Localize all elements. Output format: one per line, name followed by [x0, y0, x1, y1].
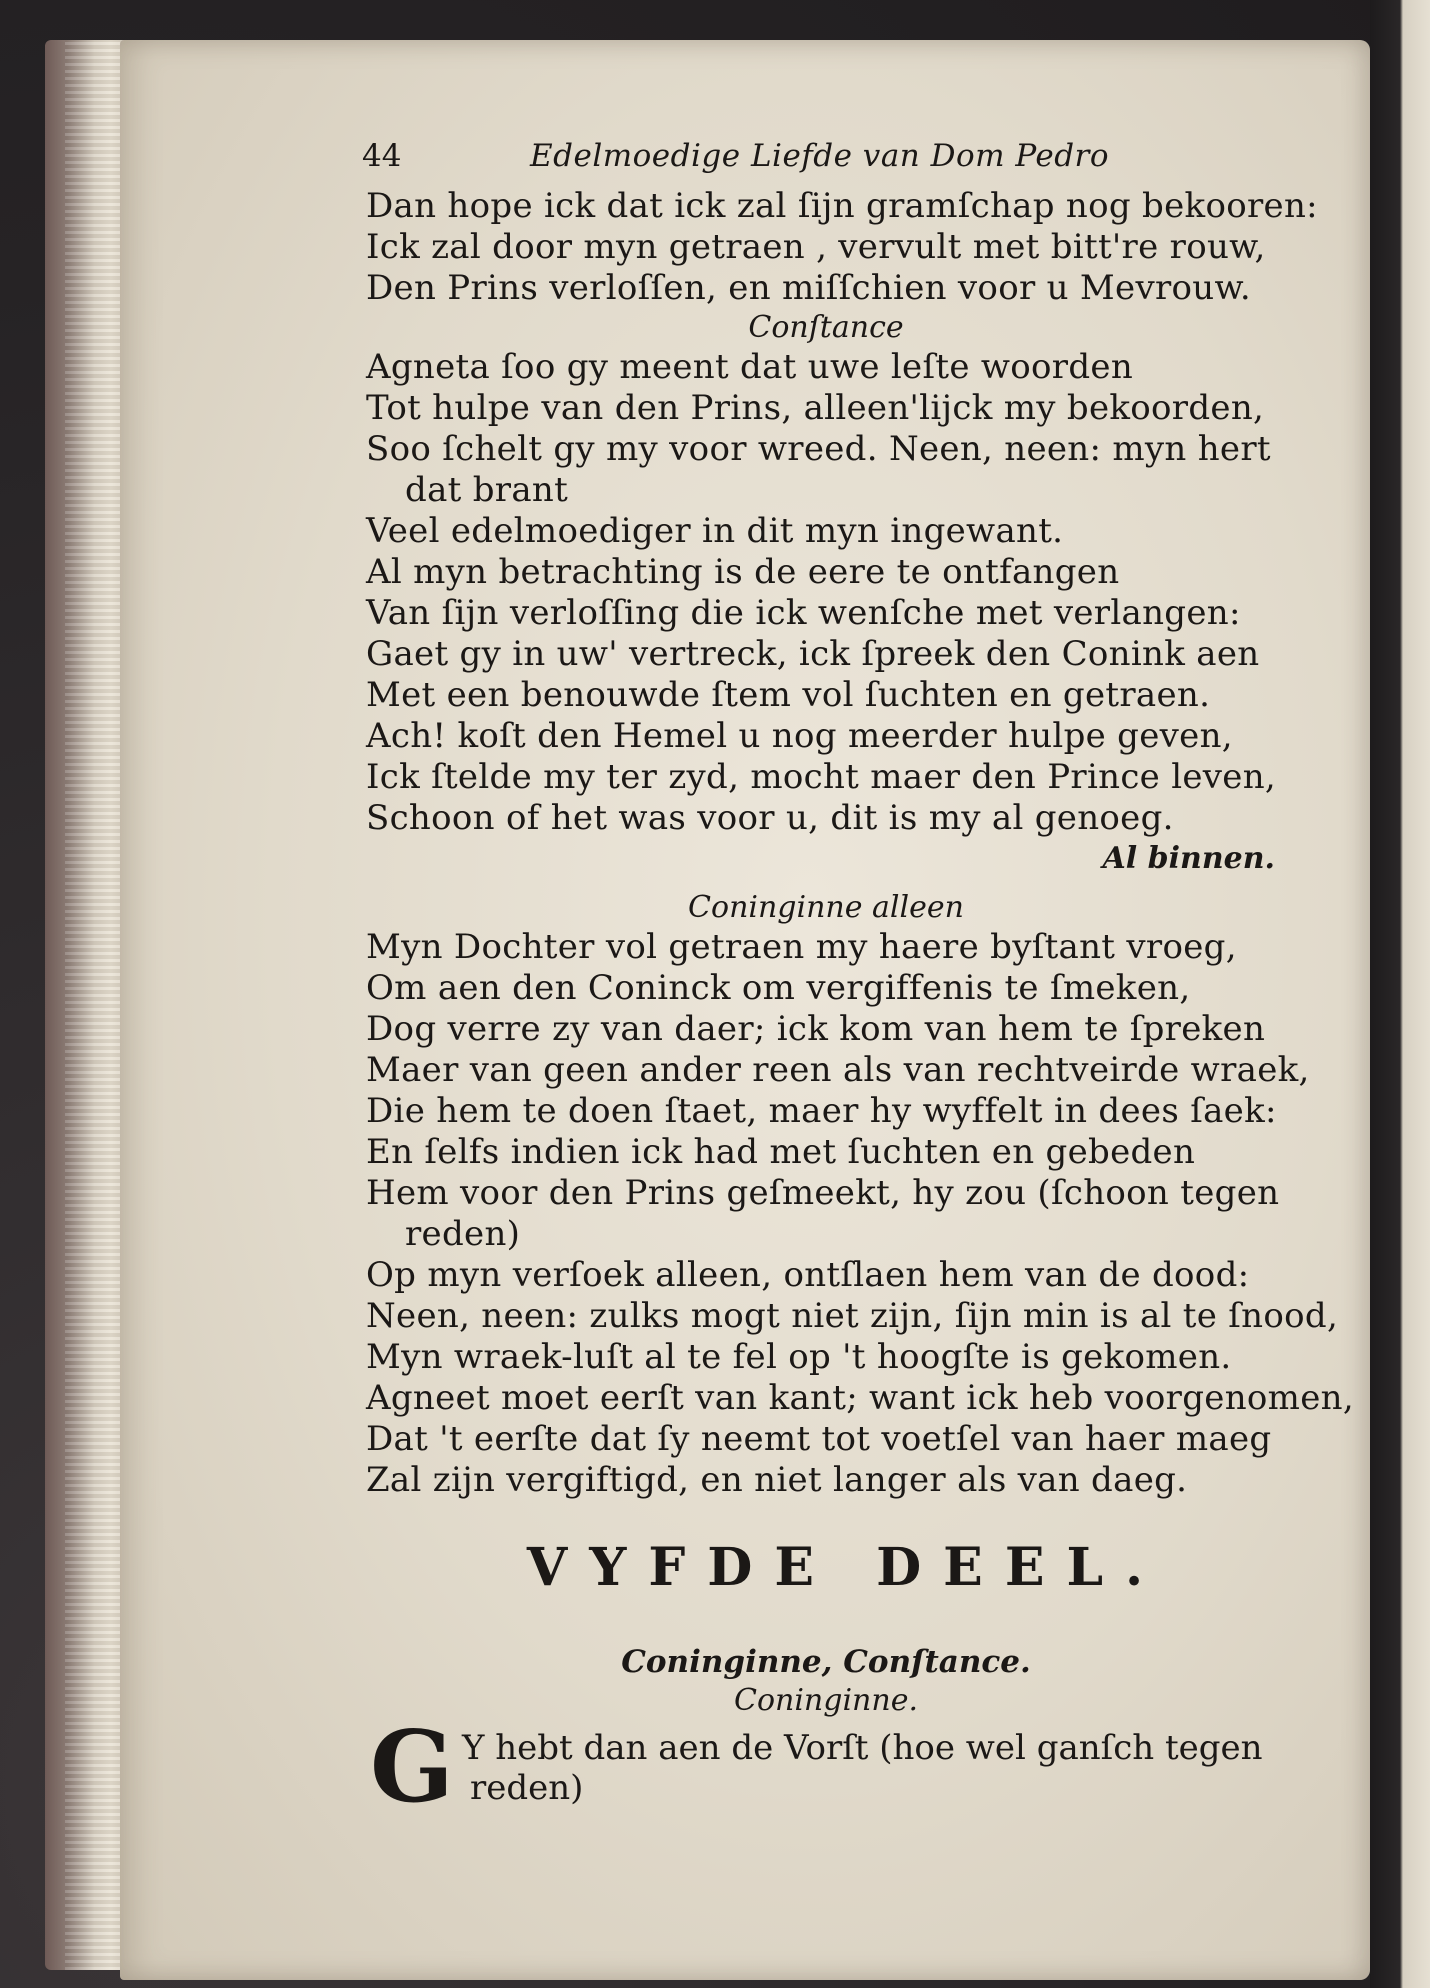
verse-line: Om aen den Coninck om vergiffenis te ſmeken, — [366, 968, 1191, 1008]
verse-line: Agneet moet eerſt van kant; want ick heb voorgenomen, — [366, 1378, 1354, 1418]
verse-line: Schoon of het was voor u, dit is my al genoeg. — [366, 798, 1174, 838]
verse-line: Op myn verſoek alleen, ontſlaen hem van de dood: — [366, 1255, 1250, 1295]
verse-line: Myn wraek-luſt al te fel op 't hoogſte is gekomen. — [366, 1337, 1232, 1377]
running-header — [230, 138, 1230, 186]
opening-verse — [230, 1710, 1263, 1825]
verse-line: Dan hope ick dat ick zal ſijn gramſchap nog bekooren: — [366, 186, 1318, 226]
verse-line-continuation: reden) — [470, 1768, 584, 1808]
verse-line: Den Prins verloſſen, en miſſchien voor u Mevrouw. — [366, 268, 1251, 308]
verse-line: Myn Dochter vol getraen my haere byſtant vroeg, — [366, 927, 1237, 967]
verse-line: Ick zal door myn getraen , vervult met bitt're rouw, — [366, 227, 1266, 267]
cast-list: Coninginne, Conſtance. — [621, 1644, 1031, 1680]
verse-line: Ach! koſt den Hemel u nog meerder hulpe geven, — [366, 716, 1233, 756]
speaker-name: Coninginne alleen — [688, 890, 964, 925]
page-text — [230, 138, 1354, 1825]
verse-line: Agneta ſoo gy meent dat uwe leſte woorden — [366, 347, 1134, 387]
verse-line: Van ſijn verloſſing die ick wenſche met verlangen: — [366, 593, 1241, 633]
stage-direction: Al binnen. — [1102, 841, 1275, 876]
verse-line: Maer van geen ander reen als van rechtveirde wraek, — [366, 1050, 1310, 1090]
verse-line: Tot hulpe van den Prins, alleen'lijck my bekoorden, — [366, 388, 1265, 428]
verse-line: Hem voor den Prins geſmeekt, hy zou (ſchoon tegen — [366, 1173, 1280, 1213]
verse-line: Gaet gy in uw' vertreck, ick ſpreek den Conink aen — [366, 634, 1260, 674]
verse-line: En ſelfs indien ick had met ſuchten en gebeden — [366, 1132, 1196, 1172]
verse-line: Ick ſtelde my ter zyd, mocht maer den Prince leven, — [366, 757, 1277, 797]
verse-line: Neen, neen: zulks mogt niet zijn, ſijn min is al te ſnood, — [366, 1296, 1339, 1336]
drop-cap: G — [370, 1710, 454, 1825]
verse-line-continuation: reden) — [405, 1214, 521, 1254]
verse-line: Soo ſchelt gy my voor wreed. Neen, neen: myn hert — [366, 429, 1271, 469]
facing-page-edge — [1370, 0, 1430, 1988]
running-title: Edelmoedige Liefde van Dom Pedro — [530, 138, 1110, 174]
speaker-name: Conſtance — [748, 310, 904, 345]
verse-line: Veel edelmoediger in dit myn ingewant. — [366, 511, 1064, 551]
verse-line: Zal zijn vergiftigd, en niet langer als van daeg. — [366, 1460, 1188, 1500]
verse-line: Dat 't eerſte dat ſy neemt tot voetſel van haer maeg — [366, 1419, 1272, 1459]
verse-line: Die hem te doen ſtaet, maer hy wyffelt in dees ſaek: — [366, 1091, 1277, 1131]
verse-line: Al myn betrachting is de eere te ontfangen — [366, 552, 1120, 592]
verse-line-continuation: dat brant — [405, 470, 569, 510]
page-number: 44 — [362, 138, 402, 174]
speaker-name: Coninginne. — [734, 1683, 918, 1718]
verse-line: Y hebt dan aen de Vorſt (hoe wel ganſch tegen — [462, 1728, 1263, 1768]
verse-line: Dog verre zy van daer; ick kom van hem te ſpreken — [366, 1009, 1266, 1049]
section-heading: VYFDE DEEL. — [526, 1537, 1166, 1598]
verse-line: Met een benouwde ſtem vol ſuchten en getraen. — [366, 675, 1211, 715]
